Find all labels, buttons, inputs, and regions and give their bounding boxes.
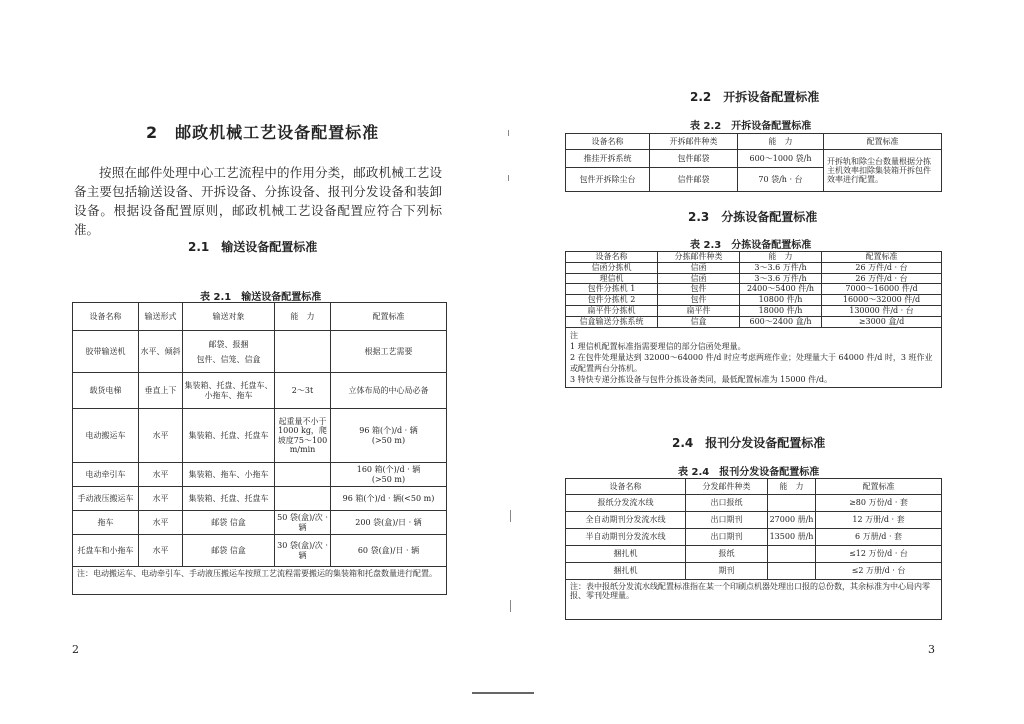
note-line: 2 在包件处理量达到 32000～64000 件/d 时应考虑两班作业；处理量大于 64000 件/d 时，3 班作业或配置两台分拣机。	[570, 352, 933, 373]
intro-text: 按照在邮件处理中心工艺流程中的作用分类，邮政机械工艺设备主要包括输送设备、开拆设备、分拣设备、报刊分发设备和装卸设备。根据设备配置原则，邮政机械工艺设备配置应符合下列标准。	[74, 165, 442, 237]
header-cell: 分发邮件种类	[686, 479, 768, 495]
table-row	[73, 463, 447, 487]
table-2-4	[565, 478, 942, 620]
cell: 600～1000 袋/h	[738, 150, 824, 168]
cell: ≤2 万册/d · 台	[816, 563, 942, 580]
cell: 扁平件分拣机	[566, 305, 658, 316]
section-2-2-title: 2.2 开拆设备配置标准	[690, 90, 820, 104]
cell: 扁平件	[658, 305, 740, 316]
cell: 出口期刊	[686, 512, 768, 529]
cell: 信盒输送分拣系统	[566, 316, 658, 327]
table-header-row	[73, 303, 447, 331]
cell	[768, 495, 816, 512]
header-cell: 设备名称	[566, 479, 686, 495]
table-2-2-caption: 表 2.2 开拆设备配置标准	[690, 121, 812, 132]
binding-mark	[508, 175, 509, 181]
header-cell: 能 力	[740, 252, 822, 263]
cell: 托盘车和小拖车	[73, 535, 139, 567]
cell: 包件分拣机 1	[566, 284, 658, 295]
table-row	[566, 262, 942, 273]
table-2-4-caption: 表 2.4 报刊分发设备配置标准	[678, 467, 820, 478]
table-row	[566, 316, 942, 327]
cell: 报纸分发流水线	[566, 495, 686, 512]
cell: 起重量不小于1000 kg，爬坡度75～100 m/min	[275, 409, 331, 463]
cell: 集装箱、拖车、小拖车	[183, 463, 275, 487]
cell: 集装箱、托盘、托盘车	[183, 409, 275, 463]
cell: 10800 件/h	[740, 295, 822, 306]
header-cell: 配置标准	[331, 303, 447, 331]
header-cell: 输送对象	[183, 303, 275, 331]
table-note: 注：表中报纸分发流水线配置标准指在某一个印刷点机器处理出口报的总份数，其余标准为中心局内零报、零刊处理量。	[566, 580, 942, 620]
cell: 开拆轨和除尘台数量根据分拣主机效率扣除集装箱开拆包件效率进行配置。	[824, 150, 942, 192]
cell: 包件邮袋	[650, 150, 738, 168]
cell: 手动液压搬运车	[73, 487, 139, 511]
binding-mark	[510, 600, 511, 612]
header-cell: 分拣邮件种类	[658, 252, 740, 263]
cell: 130000 件/d · 台	[822, 305, 942, 316]
cell: 13500 册/h	[768, 529, 816, 546]
page-number: 2	[72, 643, 79, 656]
header-cell: 开拆邮件种类	[650, 134, 738, 150]
cell: 出口期刊	[686, 529, 768, 546]
cell: 捆扎机	[566, 546, 686, 563]
cell: 电动搬运车	[73, 409, 139, 463]
section-2-1-title: 2.1 输送设备配置标准	[188, 240, 318, 254]
page-number: 3	[928, 643, 935, 656]
right-page	[512, 0, 1024, 724]
cell: 理信机	[566, 273, 658, 284]
cell	[275, 463, 331, 487]
header-cell: 能 力	[275, 303, 331, 331]
cell: 载货电梯	[73, 373, 139, 409]
cell: 根据工艺需要	[331, 331, 447, 373]
table-row	[566, 284, 942, 295]
cell: 包件开拆除尘台	[566, 168, 650, 192]
table-2-1	[72, 302, 447, 595]
cell: 全自动期刊分发流水线	[566, 512, 686, 529]
header-cell: 配置标准	[816, 479, 942, 495]
table-row	[566, 563, 942, 580]
section-2-4-title: 2.4 报刊分发设备配置标准	[672, 436, 826, 450]
table-note: 注：电动搬运车、电动牵引车、手动液压搬运车按照工艺流程需要搬运的集装箱和托盘数量进行配置。	[73, 567, 447, 595]
cell: 16000～32000 件/d	[822, 295, 942, 306]
cell: 半自动期刊分发流水线	[566, 529, 686, 546]
cell: 18000 件/h	[740, 305, 822, 316]
cell: 信盒	[658, 316, 740, 327]
cell: 3～3.6 万件/h	[740, 273, 822, 284]
table-row	[566, 529, 942, 546]
intro-paragraph	[74, 163, 442, 239]
cell: 水平、倾斜	[139, 331, 183, 373]
header-cell: 设备名称	[566, 252, 658, 263]
cell: 水平	[139, 409, 183, 463]
header-cell: 能 力	[738, 134, 824, 150]
cell: 信函	[658, 262, 740, 273]
table-note-row	[73, 567, 447, 595]
table-row	[566, 150, 942, 168]
cell: 信函	[658, 273, 740, 284]
cell: 水平	[139, 487, 183, 511]
cell: 2～3t	[275, 373, 331, 409]
cell: 27000 册/h	[768, 512, 816, 529]
cell: 推挂开拆系统	[566, 150, 650, 168]
cell: 7000～16000 件/d	[822, 284, 942, 295]
table-row	[73, 409, 447, 463]
cell: 50 袋(盒)/次 · 辆	[275, 511, 331, 535]
cell: 水平	[139, 463, 183, 487]
cell: 集装箱、托盘、托盘车	[183, 487, 275, 511]
cell: 集装箱、托盘、托盘车、小拖车、拖车	[183, 373, 275, 409]
cell: 60 袋(盒)/日 · 辆	[331, 535, 447, 567]
cell: 水平	[139, 535, 183, 567]
cell	[275, 487, 331, 511]
table-header-row	[566, 134, 942, 150]
table-2-1-caption: 表 2.1 输送设备配置标准	[200, 292, 322, 303]
binding-mark	[508, 130, 509, 136]
header-cell: 输送形式	[139, 303, 183, 331]
cell: 160 箱(个)/d · 辆 (>50 m)	[331, 463, 447, 487]
cell: 邮袋 信盒	[183, 535, 275, 567]
section-2-3-title: 2.3 分拣设备配置标准	[688, 210, 818, 224]
table-row	[73, 535, 447, 567]
cell: 捆扎机	[566, 563, 686, 580]
cell: 水平	[139, 511, 183, 535]
table-row	[73, 373, 447, 409]
table-row	[73, 487, 447, 511]
chapter-title: 2 邮政机械工艺设备配置标准	[146, 123, 380, 142]
cell: 信函分拣机	[566, 262, 658, 273]
table-row	[566, 305, 942, 316]
note-line: 1 理信机配置标准指需要理信的部分信函处理量。	[570, 341, 746, 351]
table-2-2	[565, 133, 942, 192]
cell: 26 万件/d · 台	[822, 262, 942, 273]
binding-mark	[510, 510, 511, 522]
table-row	[566, 273, 942, 284]
cell: 12 万册/d · 套	[816, 512, 942, 529]
header-cell: 设备名称	[73, 303, 139, 331]
cell: 26 万件/d · 台	[822, 273, 942, 284]
cell: 3～3.6 万件/h	[740, 262, 822, 273]
cell: 出口报纸	[686, 495, 768, 512]
cell: 包件分拣机 2	[566, 295, 658, 306]
cell: ≤12 万份/d · 台	[816, 546, 942, 563]
cell: 拖车	[73, 511, 139, 535]
table-header-row	[566, 252, 942, 263]
cell: 电动牵引车	[73, 463, 139, 487]
cell: 200 袋(盒)/日 · 辆	[331, 511, 447, 535]
cell: 期刊	[686, 563, 768, 580]
table-header-row	[566, 479, 942, 495]
table-note-row	[566, 580, 942, 620]
cell: 邮袋 信盒	[183, 511, 275, 535]
header-cell: 设备名称	[566, 134, 650, 150]
cell: 信件邮袋	[650, 168, 738, 192]
cell: 600～2400 盒/h	[740, 316, 822, 327]
table-2-3	[565, 251, 942, 388]
cell: 包件	[658, 295, 740, 306]
cell: 96 箱(个)/d · 辆 (>50 m)	[331, 409, 447, 463]
cell: 6 万册/d · 套	[816, 529, 942, 546]
cell: 立体布局的中心局必备	[331, 373, 447, 409]
cell: 2400～5400 件/h	[740, 284, 822, 295]
header-cell: 配置标准	[824, 134, 942, 150]
table-note-row	[566, 327, 942, 387]
cell: 垂直上下	[139, 373, 183, 409]
table-row	[73, 331, 447, 373]
cell: 邮袋、报捆 包件、信笼、信盒	[183, 331, 275, 373]
cell: 96 箱(个)/d · 辆(<50 m)	[331, 487, 447, 511]
table-note	[566, 327, 942, 387]
cell	[275, 331, 331, 373]
cell	[768, 563, 816, 580]
table-2-3-caption: 表 2.3 分拣设备配置标准	[690, 240, 812, 251]
note-line: 3 特快专递分拣设备与包件分拣设备类同，最低配置标准为 15000 件/d。	[570, 374, 832, 384]
cell: 胶带输送机	[73, 331, 139, 373]
cell: 70 袋/h · 台	[738, 168, 824, 192]
table-row	[566, 495, 942, 512]
cell: 30 袋(盒)/次 · 辆	[275, 535, 331, 567]
table-row	[73, 511, 447, 535]
cell	[768, 546, 816, 563]
header-cell: 配置标准	[822, 252, 942, 263]
cell: 包件	[658, 284, 740, 295]
table-row	[566, 512, 942, 529]
cell: ≥3000 盒/d	[822, 316, 942, 327]
cell: 报纸	[686, 546, 768, 563]
table-row	[566, 546, 942, 563]
table-row	[566, 295, 942, 306]
note-line: 注	[570, 330, 578, 340]
header-cell: 能 力	[768, 479, 816, 495]
cell: ≥80 万份/d · 套	[816, 495, 942, 512]
